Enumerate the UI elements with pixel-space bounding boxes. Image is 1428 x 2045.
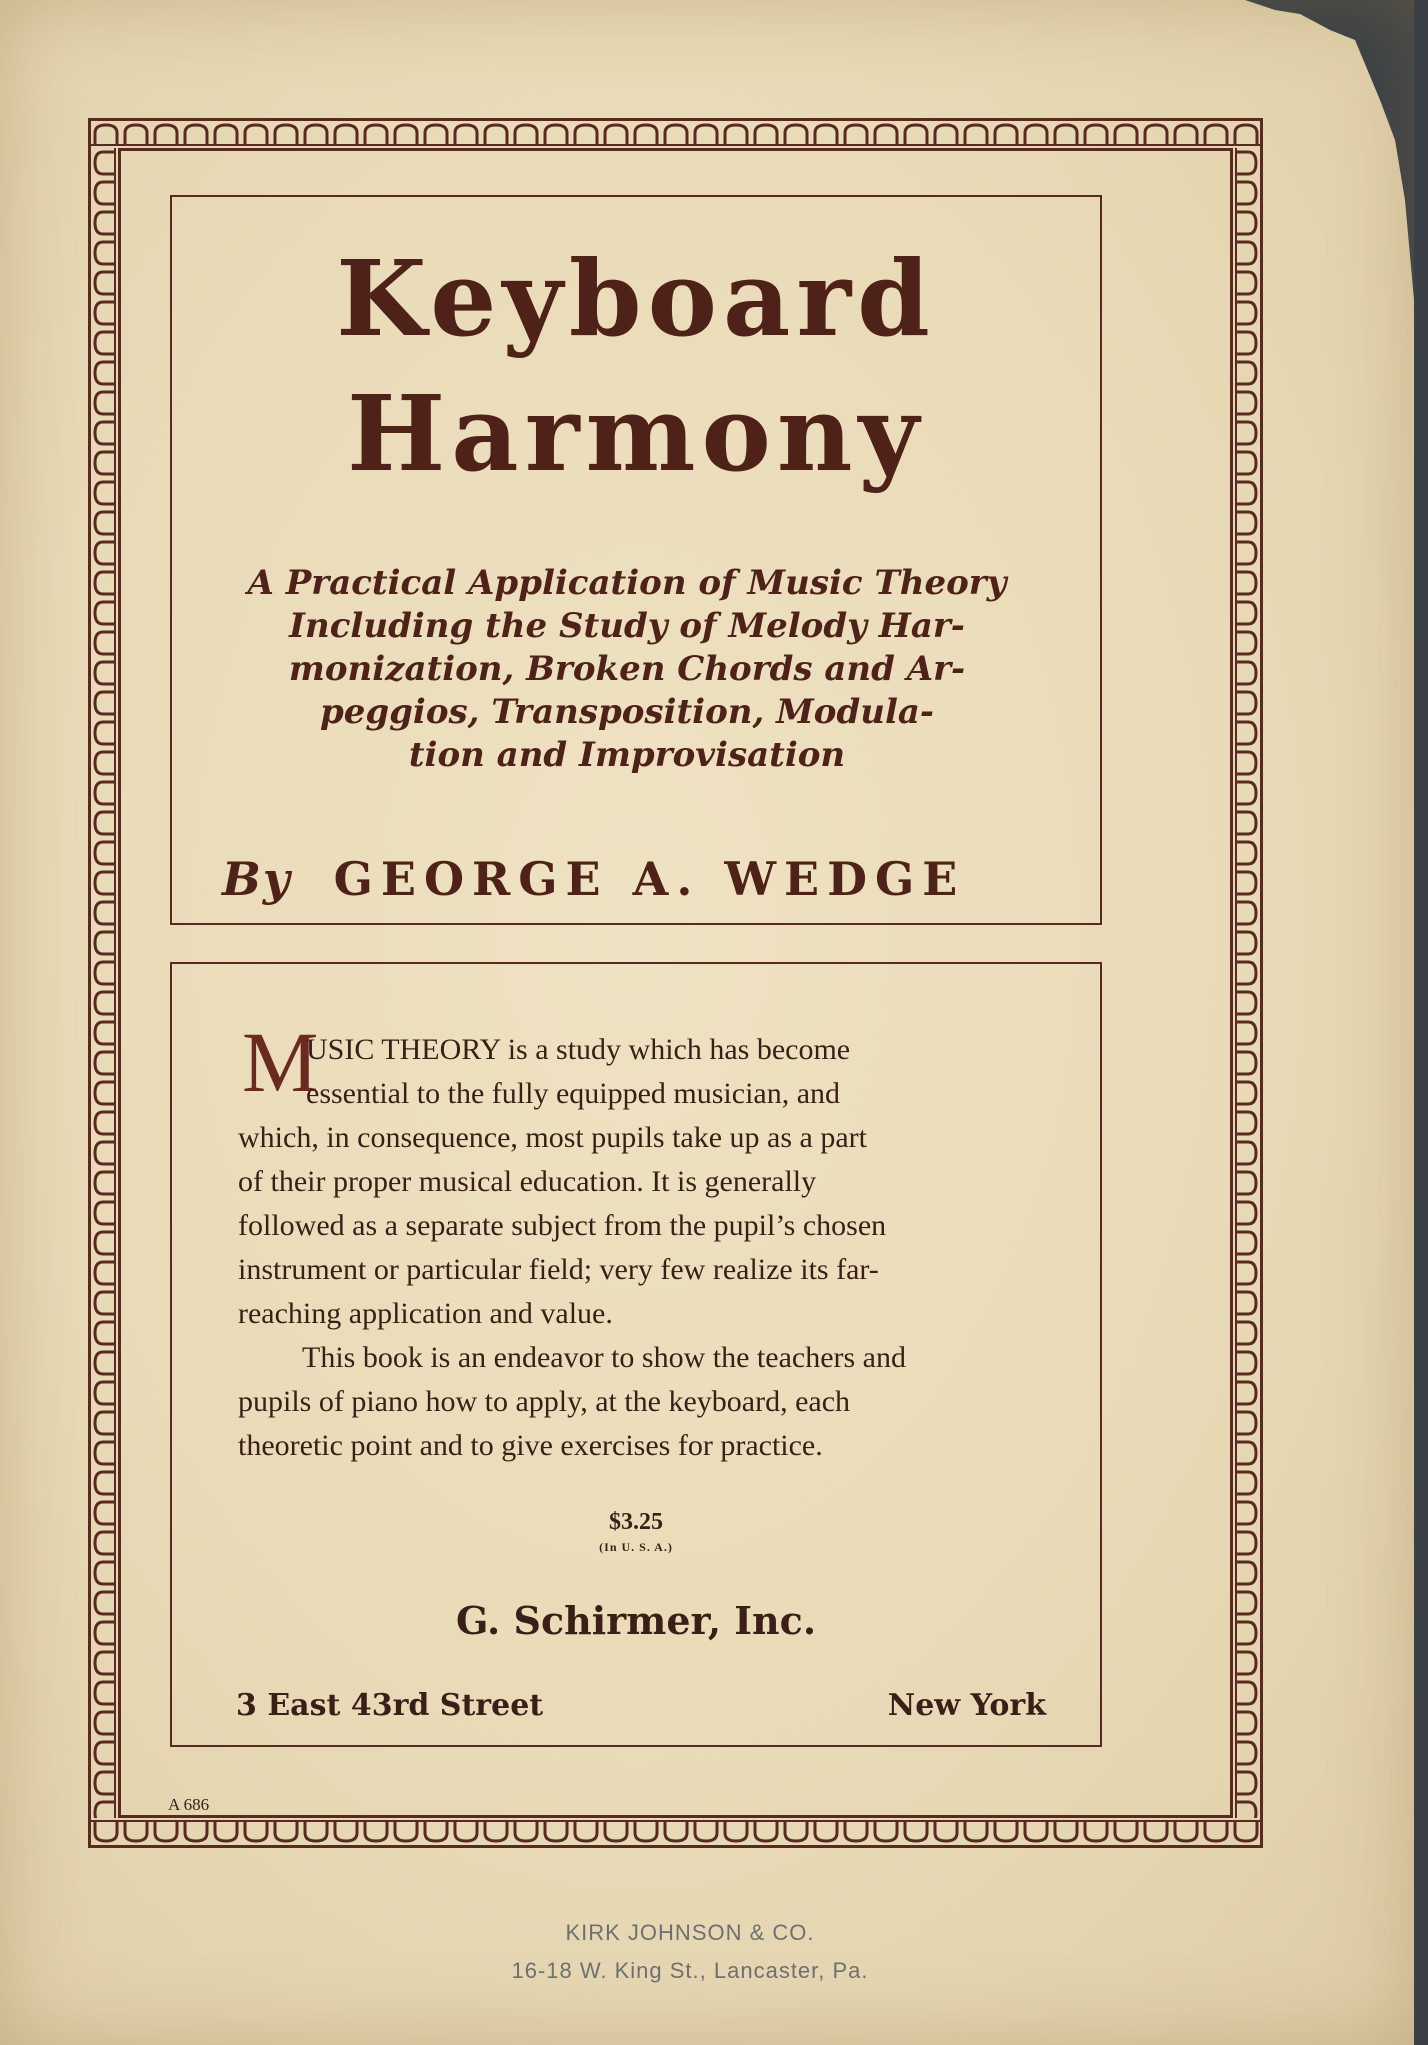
- book-title-line1: Keyboard: [336, 237, 936, 360]
- text-line: essential to the fully equipped musician, and: [306, 1077, 841, 1110]
- publisher-city: New York: [887, 1688, 1046, 1723]
- publisher-address: 3 East 43rd Street: [236, 1688, 544, 1723]
- bookseller-stamp-line2: 16-18 W. King St., Lancaster, Pa.: [511, 1958, 869, 1983]
- blurb-panel: [170, 962, 1102, 1747]
- text-line: which, in consequence, most pupils take up as a part: [238, 1121, 868, 1154]
- title-panel: [170, 195, 1102, 925]
- price: $3.25: [609, 1509, 663, 1535]
- subtitle-line: peggios, Transposition, Modula-: [319, 692, 935, 732]
- subtitle-line: Including the Study of Melody Har-: [289, 606, 965, 646]
- bookseller-stamp-line1: KIRK JOHNSON & CO.: [565, 1920, 815, 1945]
- subtitle: [232, 562, 1022, 777]
- border-pattern-bottom: [91, 1818, 1260, 1845]
- text-line: USIC THEORY is a study which has become: [306, 1033, 851, 1066]
- publisher-name: G. Schirmer, Inc.: [455, 1598, 817, 1643]
- text-line: reaching application and value.: [238, 1297, 613, 1330]
- subtitle-line: tion and Improvisation: [408, 735, 846, 775]
- byline: [222, 852, 1042, 906]
- border-pattern-right: [1233, 148, 1260, 1818]
- author-name: GEORGE A. WEDGE: [333, 852, 966, 906]
- text-line: instrument or particular field; very few realize its far-: [238, 1253, 879, 1286]
- drop-cap: M: [242, 1014, 319, 1110]
- border-pattern-left: [91, 148, 118, 1818]
- subtitle-line: A Practical Application of Music Theory: [247, 563, 1007, 603]
- price-note: (In U. S. A.): [599, 1540, 673, 1554]
- border-pattern-top: [91, 121, 1260, 148]
- text-line: pupils of piano how to apply, at the keyboard, each: [238, 1385, 851, 1418]
- blurb-paragraph-1: [238, 1028, 1038, 1336]
- book-title-line2: Harmony: [347, 372, 925, 495]
- catalog-number: A 686: [168, 1795, 210, 1814]
- subtitle-line: monization, Broken Chords and Ar-: [288, 649, 966, 689]
- text-line: This book is an endeavor to show the teachers and: [302, 1341, 906, 1374]
- blurb-paragraph-2: [238, 1336, 1038, 1468]
- by-word: By: [222, 852, 292, 906]
- text-line: of their proper musical education. It is generally: [238, 1165, 817, 1198]
- text-line: theoretic point and to give exercises for practice.: [238, 1429, 823, 1462]
- text-line: followed as a separate subject from the pupil’s chosen: [238, 1209, 887, 1242]
